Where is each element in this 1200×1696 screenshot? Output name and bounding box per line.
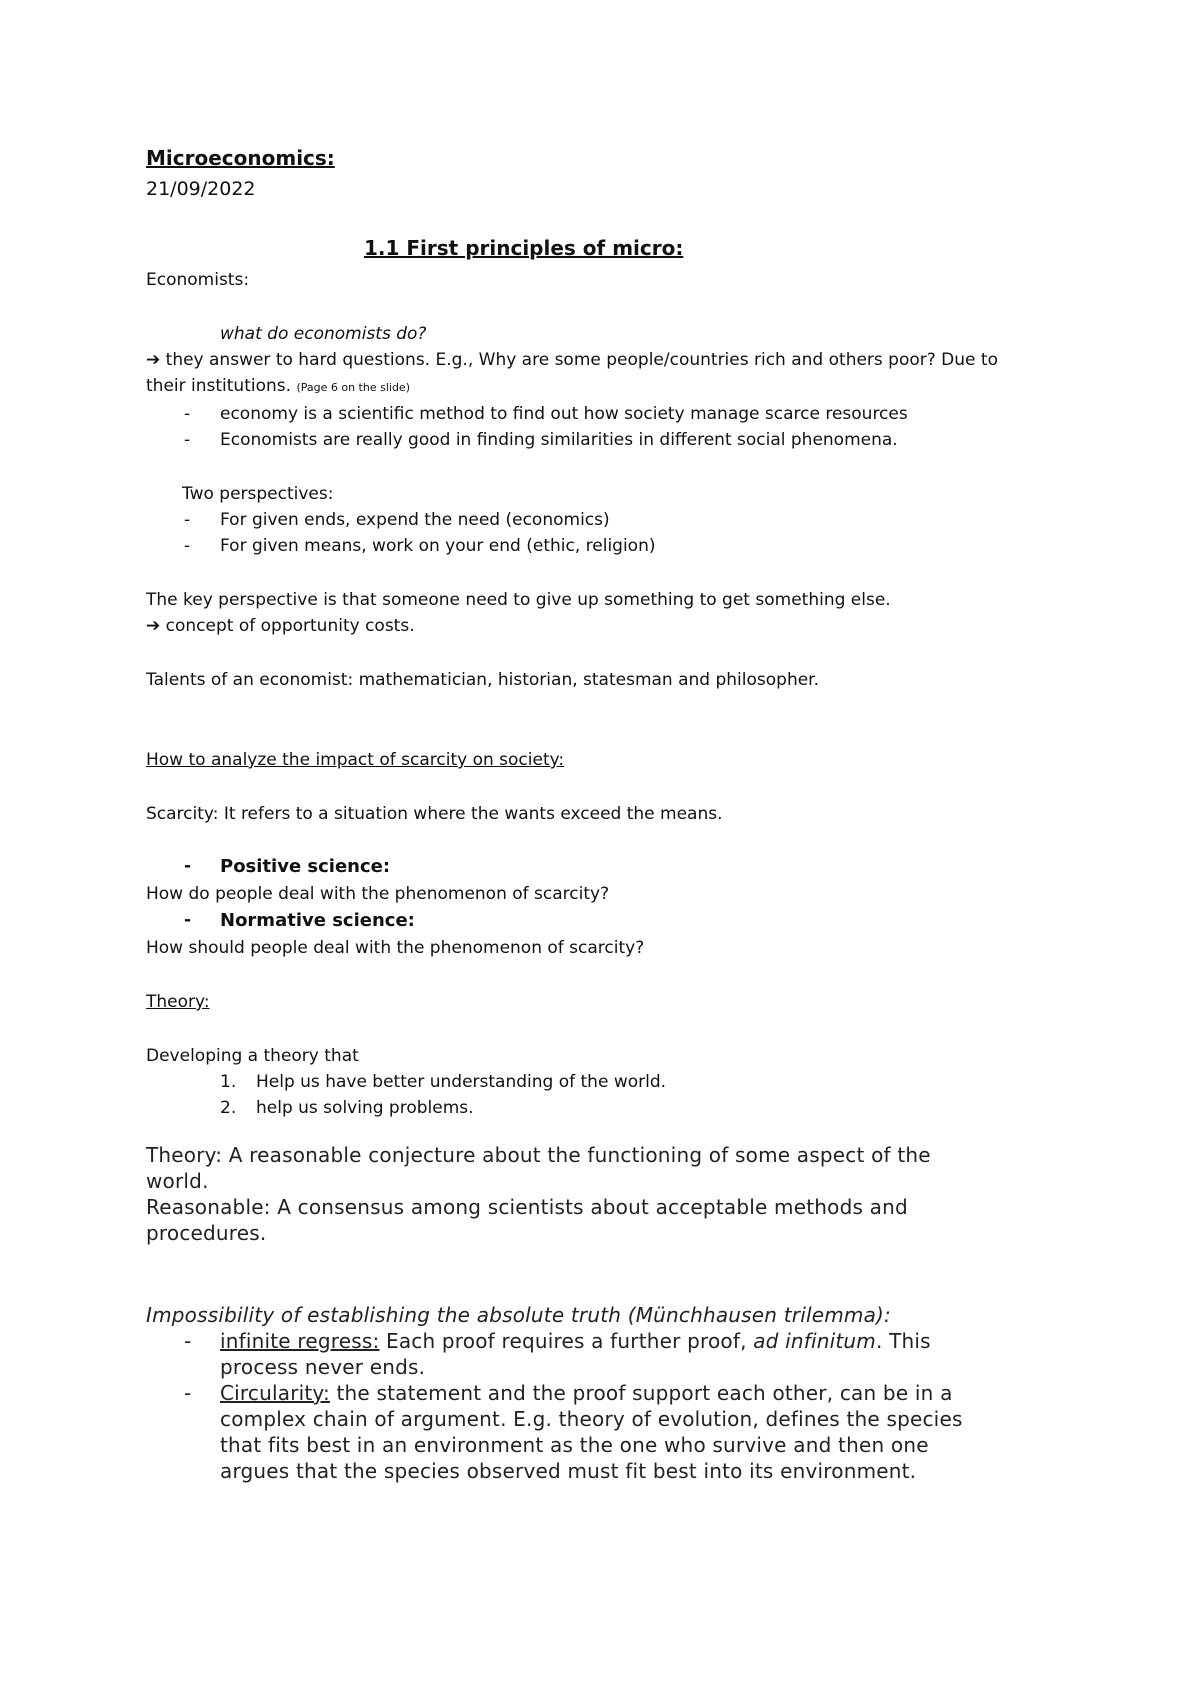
reasonable-definition-line1: Reasonable: A consensus among scientists about acceptable methods and bbox=[146, 1195, 908, 1219]
dash-bullet: - bbox=[184, 510, 191, 530]
economists-label: Economists: bbox=[146, 270, 250, 290]
arrow-icon: ➔ bbox=[146, 616, 161, 636]
regress-line2: process never ends. bbox=[220, 1355, 426, 1379]
slide-note: (Page 6 on the slide) bbox=[296, 381, 410, 394]
theory-definition-line1: Theory: A reasonable conjecture about the functioning of some aspect of the bbox=[146, 1143, 931, 1167]
talents-text: Talents of an economist: mathematician, historian, statesman and philosopher. bbox=[146, 670, 820, 690]
positive-science-text: How do people deal with the phenomenon of scarcity? bbox=[146, 884, 610, 904]
scarcity-heading: How to analyze the impact of scarcity on society: bbox=[146, 750, 565, 770]
dash-bullet: - bbox=[184, 856, 192, 876]
dash-bullet: - bbox=[184, 536, 191, 556]
list-item-text: For given means, work on your end (ethic, religion) bbox=[220, 536, 656, 556]
answer-line-2 bbox=[146, 376, 410, 396]
key-perspective: The key perspective is that someone need to give up something to get something else. bbox=[146, 590, 891, 610]
list-item-text: economy is a scientific method to find out how society manage scarce resources bbox=[220, 404, 908, 424]
circularity-text: the statement and the proof support each other, can be in a bbox=[336, 1381, 953, 1405]
theory-heading: Theory: bbox=[146, 992, 210, 1012]
dash-bullet: - bbox=[184, 404, 191, 424]
document-date: 21/09/2022 bbox=[146, 178, 256, 200]
regress-text: Each proof requires a further proof, bbox=[385, 1329, 747, 1353]
circularity-line4: argues that the species observed must fit best into its environment. bbox=[220, 1459, 917, 1483]
scarcity-definition: Scarcity: It refers to a situation where the wants exceed the means. bbox=[146, 804, 723, 824]
positive-science-label: Positive science: bbox=[220, 856, 391, 877]
list-item-text: Help us have better understanding of the world. bbox=[256, 1072, 667, 1092]
list-item-text: For given ends, expend the need (economics) bbox=[220, 510, 610, 530]
list-number: 1. bbox=[220, 1072, 237, 1092]
regress-label: infinite regress: bbox=[220, 1329, 380, 1353]
circularity-line3: that fits best in an environment as the one who survive and then one bbox=[220, 1433, 929, 1457]
reasonable-definition-line2: procedures. bbox=[146, 1221, 267, 1245]
theory-intro: Developing a theory that bbox=[146, 1046, 359, 1066]
regress-text-end: . This bbox=[876, 1329, 931, 1353]
regress-italic: ad infinitum bbox=[753, 1329, 876, 1353]
list-item-text: help us solving problems. bbox=[256, 1098, 474, 1118]
answer-line bbox=[146, 350, 998, 370]
dash-bullet: - bbox=[184, 1329, 192, 1353]
circularity-line2: complex chain of argument. E.g. theory of evolution, defines the species bbox=[220, 1407, 963, 1431]
circularity-label: Circularity: bbox=[220, 1381, 330, 1405]
trilemma-heading: Impossibility of establishing the absolute truth (Münchhausen trilemma): bbox=[146, 1303, 891, 1327]
answer-text-2: their institutions. bbox=[146, 376, 292, 396]
document-title: Microeconomics: bbox=[146, 146, 335, 170]
answer-text: they answer to hard questions. E.g., Why are some people/countries rich and others poor? Due to bbox=[165, 350, 998, 370]
list-item-text: Economists are really good in finding similarities in different social phenomena. bbox=[220, 430, 898, 450]
dash-bullet: - bbox=[184, 910, 192, 930]
theory-definition-line2: world. bbox=[146, 1169, 209, 1193]
section-heading: 1.1 First principles of micro: bbox=[364, 236, 684, 260]
question-text: what do economists do? bbox=[220, 324, 427, 344]
opportunity-text: concept of opportunity costs. bbox=[165, 616, 415, 636]
perspectives-label: Two perspectives: bbox=[182, 484, 334, 504]
opportunity-line bbox=[146, 616, 415, 636]
normative-science-label: Normative science: bbox=[220, 910, 415, 931]
list-number: 2. bbox=[220, 1098, 237, 1118]
arrow-icon: ➔ bbox=[146, 350, 161, 370]
dash-bullet: - bbox=[184, 1381, 192, 1405]
normative-science-text: How should people deal with the phenomenon of scarcity? bbox=[146, 938, 645, 958]
dash-bullet: - bbox=[184, 430, 191, 450]
